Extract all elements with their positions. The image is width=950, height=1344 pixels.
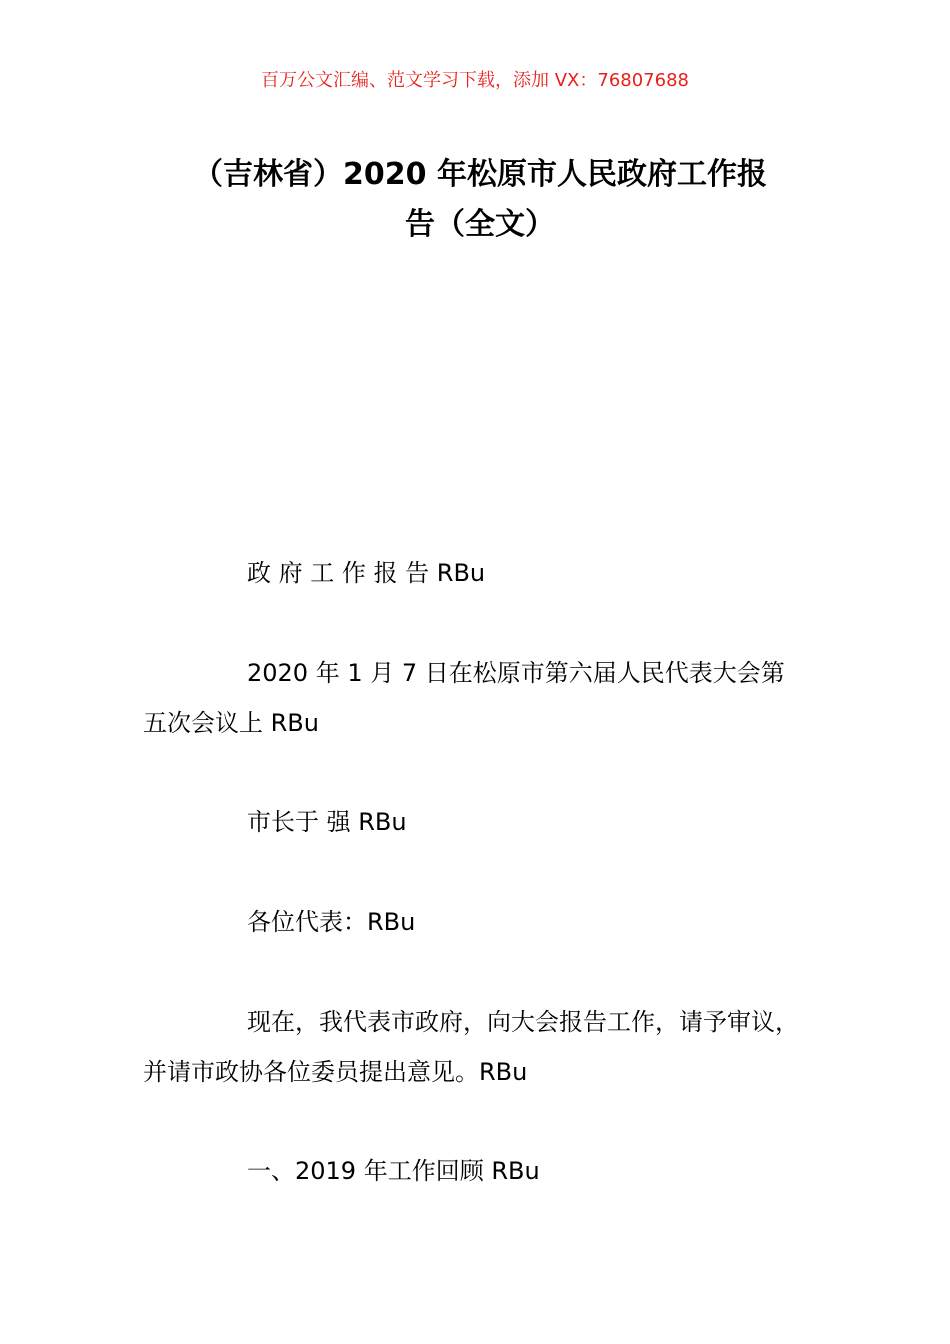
meeting-date-paragraph: 2020 年 1 月 7 日在松原市第六届人民代表大会第五次会议上 RBu: [143, 659, 785, 737]
speaker-line: 市长于 强 RBu: [247, 808, 407, 836]
document-title: [150, 150, 810, 250]
opening-paragraph: 现在，我代表市政府，向大会报告工作，请予审议，并请市政协各位委员提出意见。RBu: [143, 1008, 799, 1086]
report-heading: 政 府 工 作 报 告 RBu: [247, 559, 486, 587]
title-line-1: （吉林省）2020 年松原市人民政府工作报: [193, 157, 767, 192]
section-heading: 一、2019 年工作回顾 RBu: [247, 1157, 540, 1185]
salutation: 各位代表：RBu: [247, 908, 416, 936]
download-notice: 百万公文汇编、范文学习下载，添加 VX：76807688: [261, 70, 689, 91]
title-line-2: 告（全文）: [405, 207, 555, 242]
